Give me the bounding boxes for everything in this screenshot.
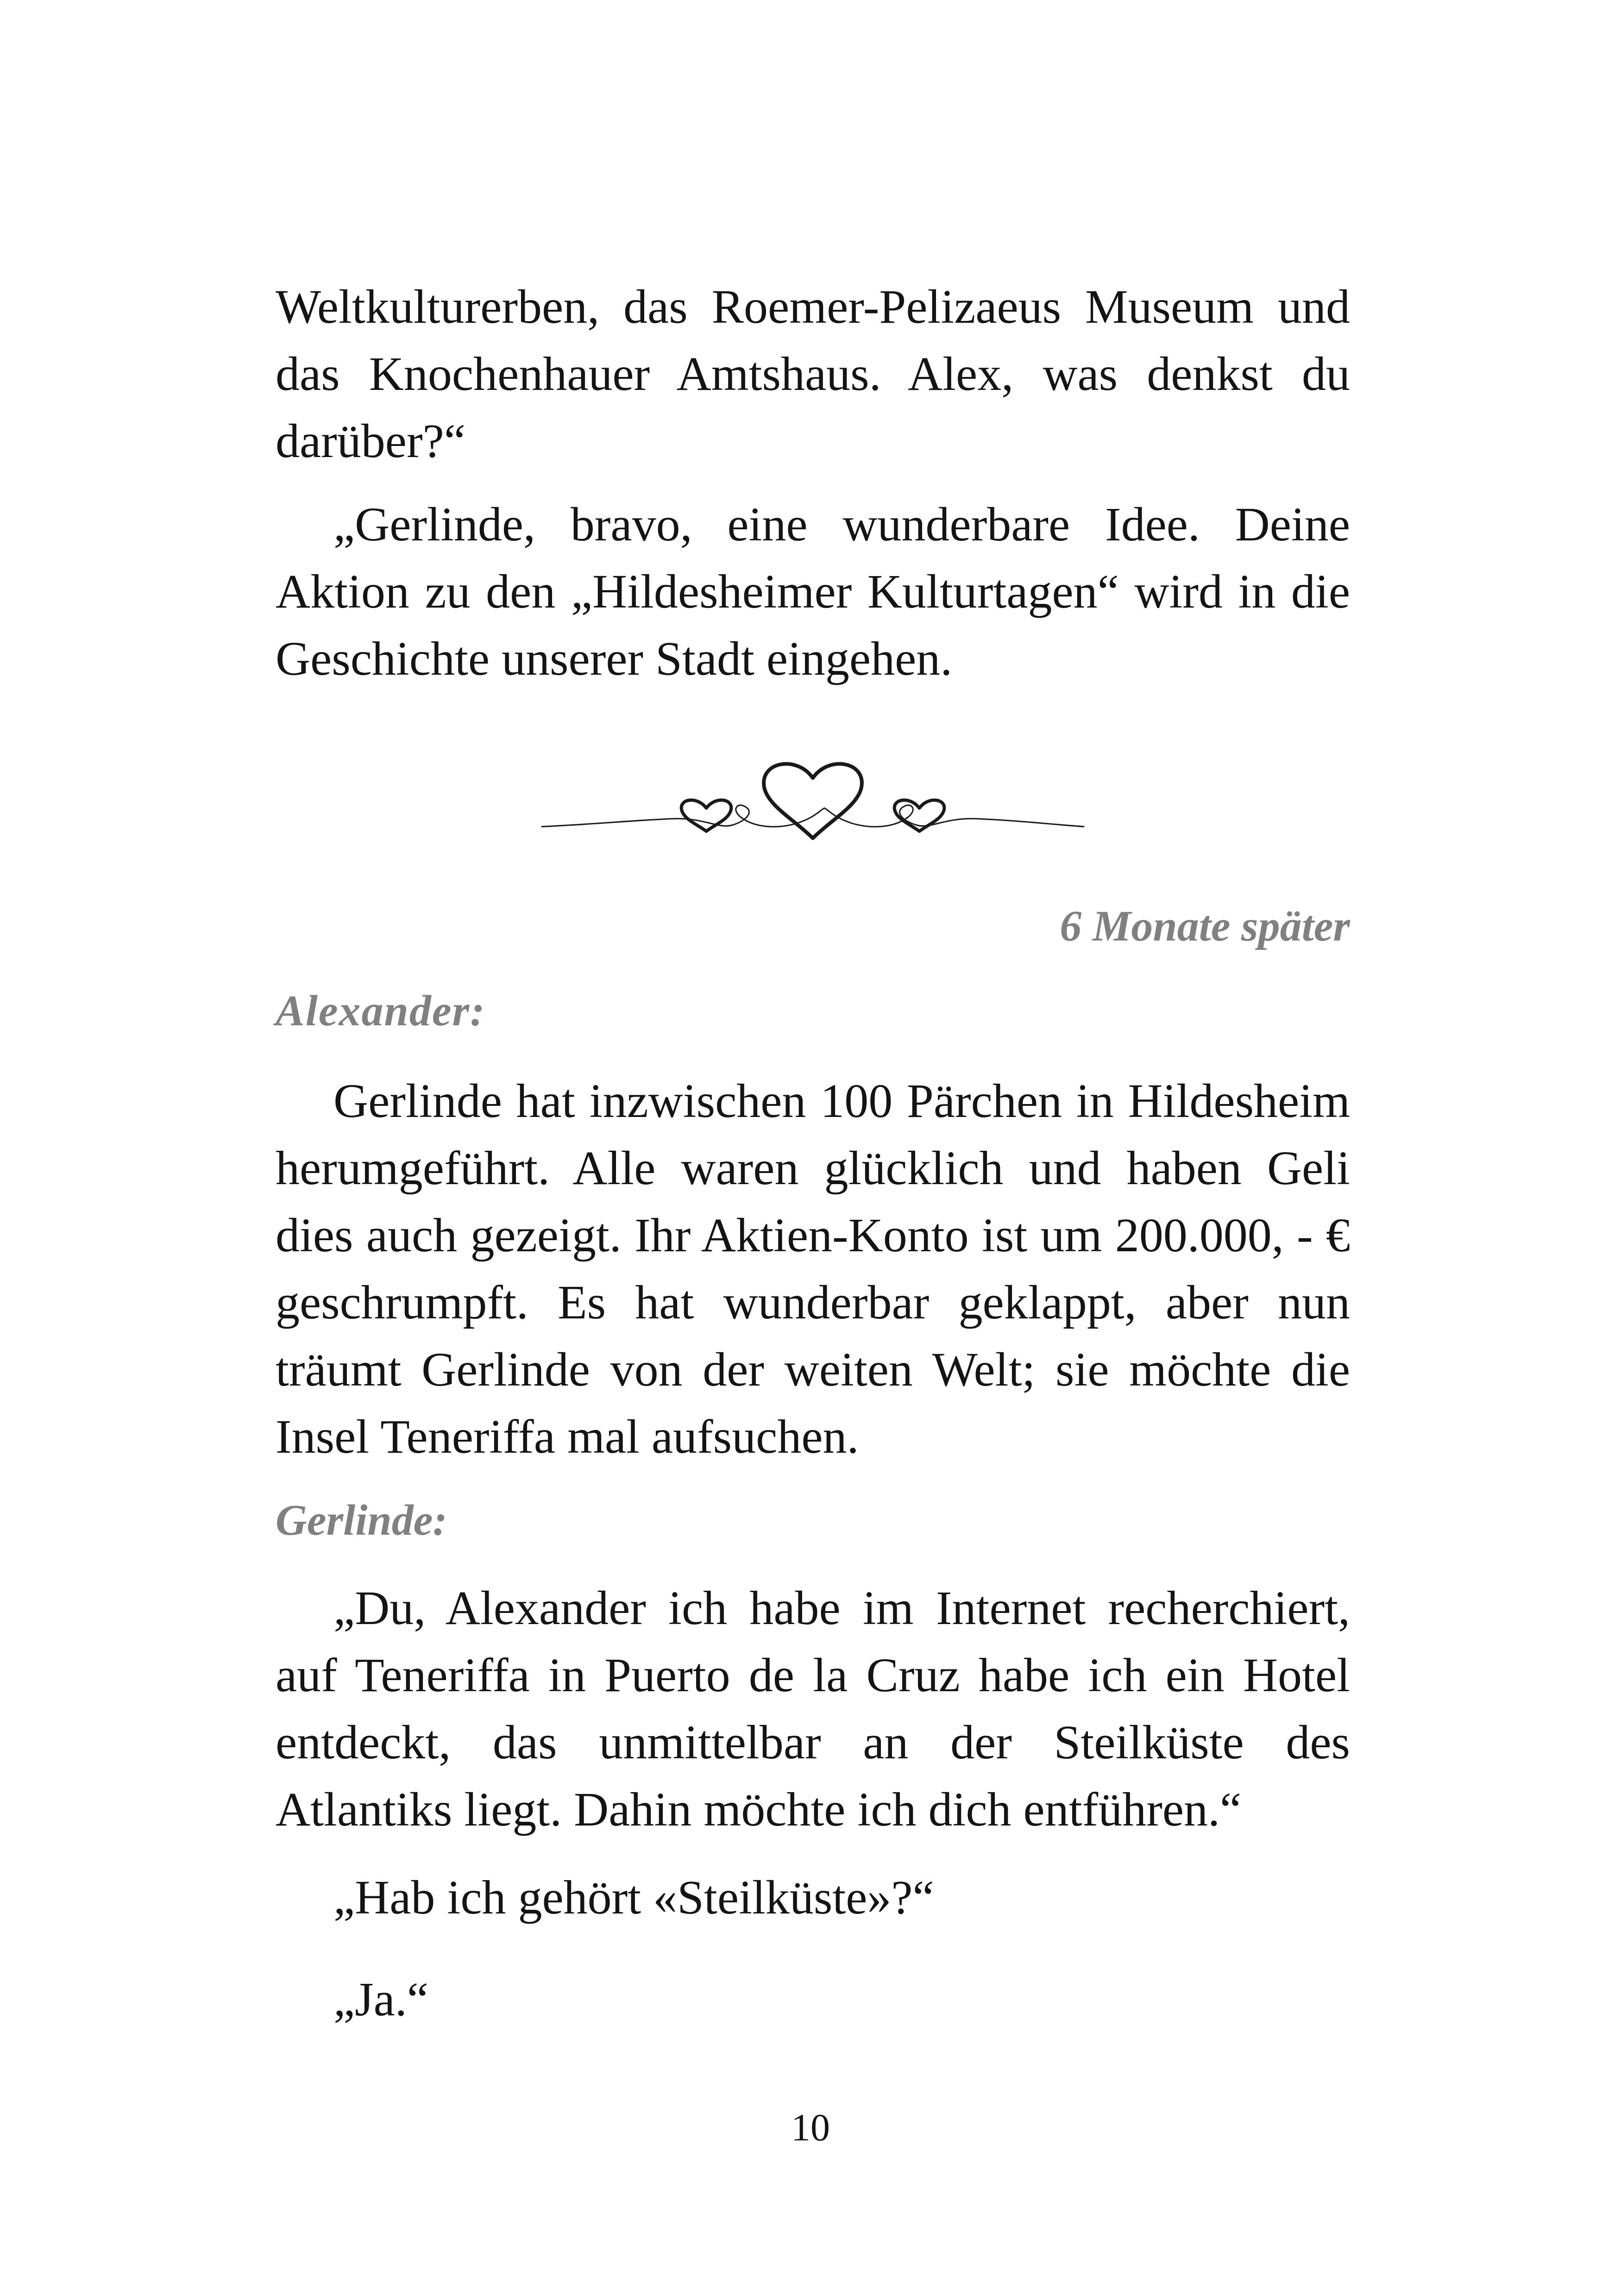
paragraph-text: „Du, Alexander ich habe im Internet recherchiert, auf Teneriffa in Puerto de la Cruz habe ich ein Hotel entdeckt, das unmittelbar an der Steilküste des Atlantiks liegt. Dahin möchte ich dich entführen.“	[276, 1581, 1350, 1836]
hearts-flourish-icon	[537, 741, 1088, 857]
page-number: 10	[791, 2106, 830, 2149]
speaker-label-gerlinde: Gerlinde:	[276, 1496, 447, 1544]
time-heading: 6 Monate später	[1060, 902, 1350, 950]
paragraph-gerlinde	[276, 1575, 1350, 1843]
paragraph-text: Weltkulturerben, das Roemer-Pelizaeus Museum und das Knochenhauer Amtshaus. Alex, was denkst du darüber?“	[276, 280, 1350, 468]
speaker-label-alexander: Alexander:	[276, 987, 486, 1035]
paragraph-continuation	[276, 273, 1350, 475]
small-heart-left	[681, 800, 731, 831]
dialogue-line: „Ja.“	[333, 1973, 428, 2026]
paragraph-text: Gerlinde hat inzwischen 100 Pärchen in Hildesheim herumgeführt. Alle waren glücklich und haben Geli dies auch gezeigt. Ihr Aktien-Konto ist um 200.000, - € geschrumpft. Es hat wunderbar geklappt, aber nun träumt Gerlinde von der weiten Welt; sie möchte die Insel Teneriffa mal aufsuchen.	[276, 1074, 1350, 1463]
paragraph-alexander	[276, 1067, 1350, 1470]
dialogue-line: „Hab ich gehört «Steilküste»?“	[333, 1871, 934, 1924]
flourish-line	[542, 805, 1084, 827]
paragraph-text: „Gerlinde, bravo, eine wunderbare Idee. Deine Aktion zu den „Hildesheimer Kulturtagen“ wird in die Geschichte unserer Stadt eingehen.	[276, 498, 1350, 685]
paragraph-quote-alex	[276, 491, 1350, 692]
small-heart-right	[894, 800, 944, 831]
